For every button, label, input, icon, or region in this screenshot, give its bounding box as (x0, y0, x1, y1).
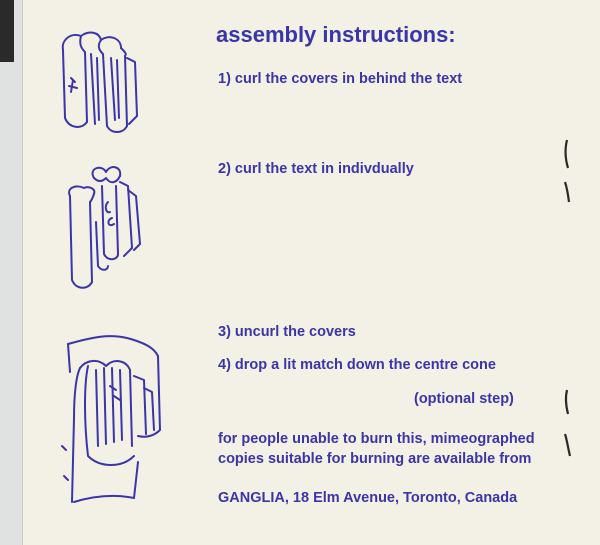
curled-covers-sketch-icon (55, 28, 145, 140)
fold-line (22, 0, 23, 545)
uncurled-covers-sketch-icon (50, 326, 170, 510)
curled-text-sketch-icon (58, 162, 150, 294)
staple-icon (562, 138, 572, 170)
staple-icon (562, 180, 572, 204)
step-1: 1) curl the covers in behind the text (218, 71, 463, 87)
staple-icon (562, 388, 572, 416)
step-4: 4) drop a lit match down the centre cone (218, 357, 496, 373)
optional-step-note: (optional step) (414, 391, 514, 407)
burn-note-line-2: copies suitable for burning are available from (218, 451, 532, 467)
burn-note-line-1: for people unable to burn this, mimeographed (218, 431, 535, 447)
publisher-address: GANGLIA, 18 Elm Avenue, Toronto, Canada (218, 490, 518, 506)
step-3: 3) uncurl the covers (218, 324, 356, 340)
page-title: assembly instructions: (216, 22, 456, 47)
step-2: 2) curl the text in indivdually (218, 161, 414, 177)
left-edge-band (0, 0, 22, 545)
top-left-dark-strip (0, 0, 14, 62)
staple-icon (562, 432, 572, 458)
